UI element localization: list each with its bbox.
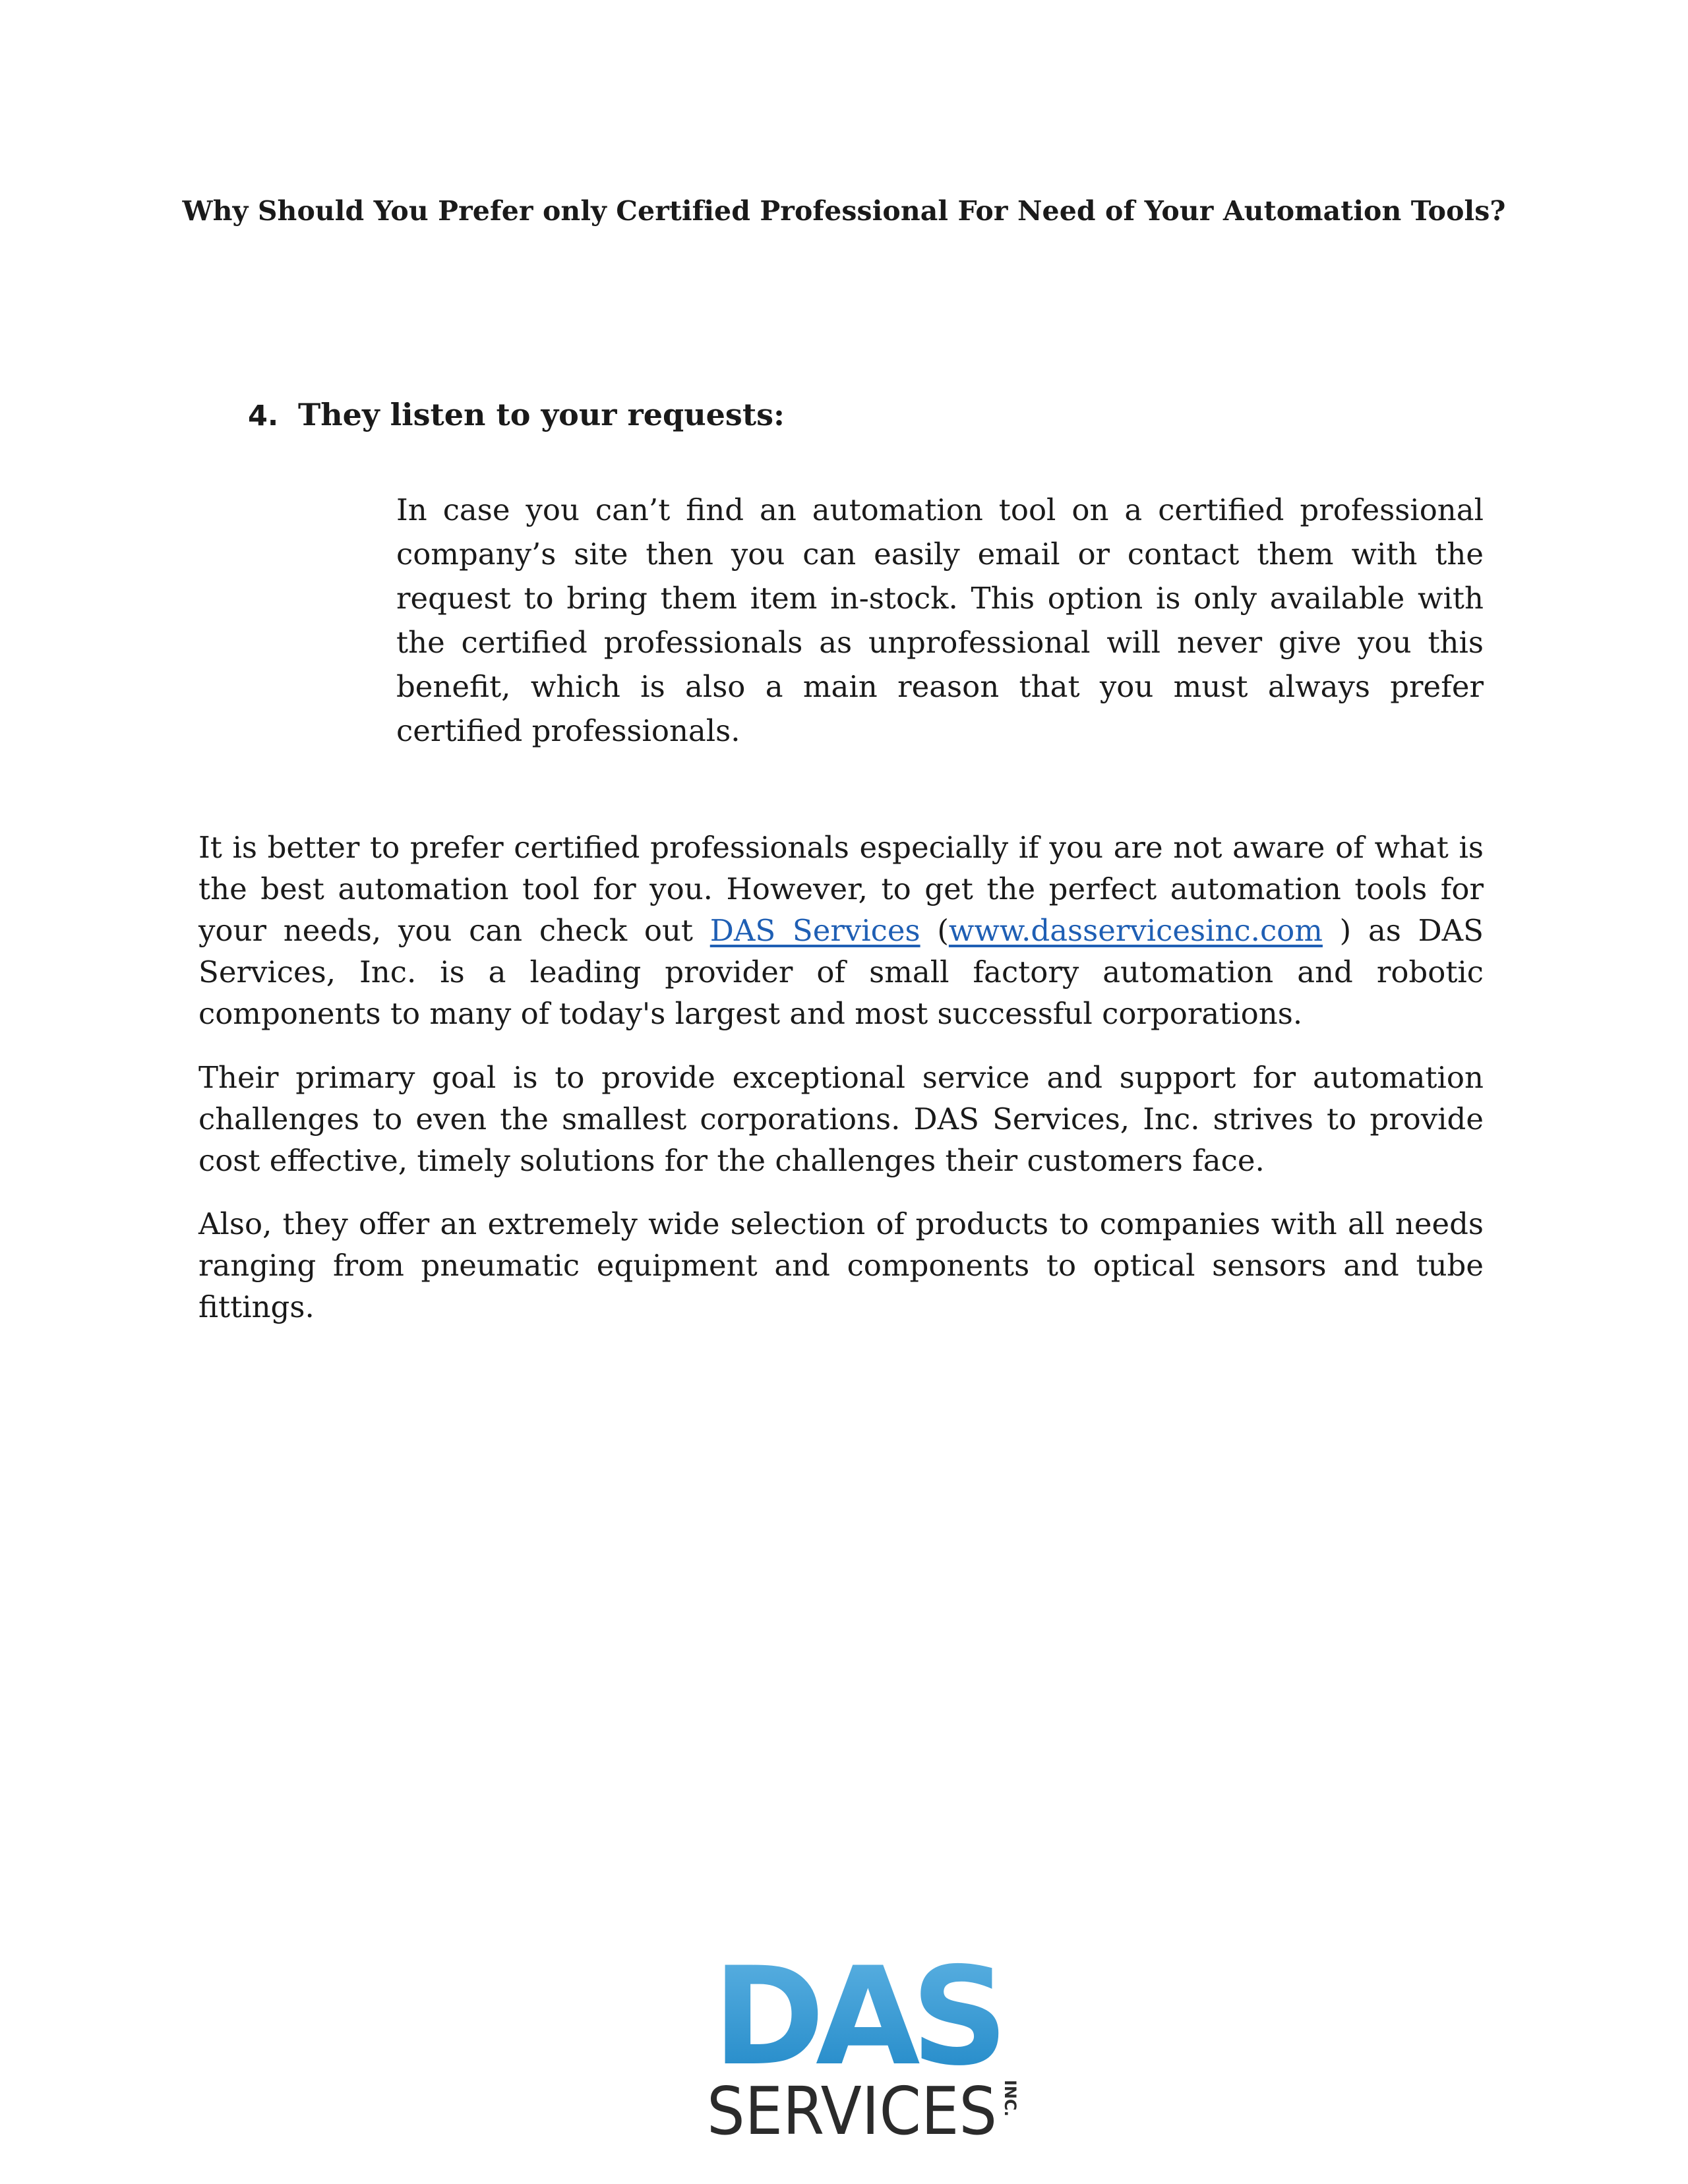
paragraph-primary-goal: Their primary goal is to provide exceptional service and support for automation challenges to even the smallest corporations. DAS Services, Inc. strives to provide cost effective, timely solutions for the challenges their customers face.: [198, 1060, 1484, 1178]
paragraph-product-selection: Also, they offer an extremely wide selection of products to companies with all needs ranging from pneumatic equipment and components to optical sensors and tube fittings.: [198, 1206, 1484, 1324]
paragraph-text-before-link: It is better to prefer certified professionals especially if you are not aware of what is the best automation tool for you. However, to get the perfect automation tools for your needs, you can check out: [198, 830, 1484, 948]
logo-suffix-text: INC.: [1001, 2080, 1019, 2117]
logo-main-text: DAS: [712, 1941, 1000, 2096]
paragraph-das-services: [198, 827, 1484, 1034]
list-item-body: In case you can’t find an automation tool on a certified professional company’s site then you can easily email or contact them with the request to bring them item in-stock. This option is only available with the certified professionals as unprofessional will never give you this benefit, which is also a main reason that you must always prefer certified professionals.: [396, 492, 1484, 748]
logo-sub-text: SERVICES: [707, 2073, 997, 2139]
list-item-number: 4.: [248, 399, 279, 432]
paragraph-text-after-link: ) as DAS Services, Inc. is a leading provider of small factory automation and robotic components to many of today's largest and most successful corporations.: [198, 913, 1484, 1031]
paragraph-text-between-links: (: [920, 913, 949, 948]
list-item-heading: [248, 397, 785, 432]
das-services-link[interactable]: DAS Services: [709, 913, 920, 948]
website-link[interactable]: www.dasservicesinc.com: [948, 913, 1323, 948]
list-item-heading-text: They listen to your requests:: [298, 397, 785, 432]
das-services-logo: [700, 1941, 1037, 2139]
page-title: Why Should You Prefer only Certified Professional For Need of Your Automation Tools?: [182, 195, 1506, 227]
